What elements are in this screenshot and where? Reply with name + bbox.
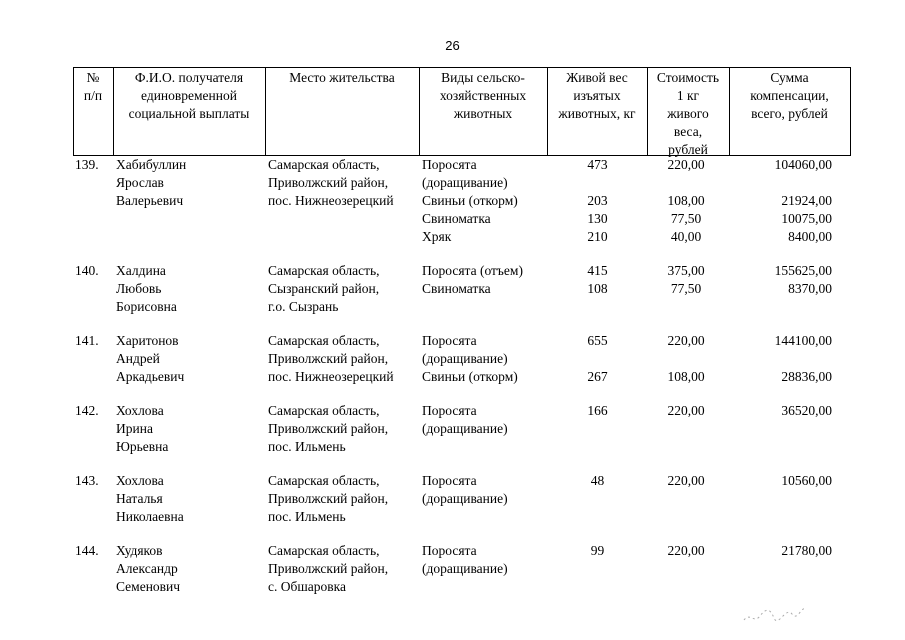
recipient-name: Хохлова Ирина Юрьевна: [116, 403, 169, 454]
recipient-name: Хабибуллин Ярослав Валерьевич: [116, 157, 187, 208]
page-number: 26: [445, 38, 460, 53]
live-weight: 210: [587, 229, 608, 244]
row-number: 144.: [75, 543, 99, 558]
animal-kind: Поросята (отъем): [422, 263, 523, 278]
price-per-kg: 108,00: [667, 369, 705, 384]
header-live-weight: Живой вес изъятых животных, кг: [558, 70, 636, 121]
animal-kind: Свиньи (откорм): [422, 193, 518, 208]
price-per-kg: 108,00: [667, 193, 705, 208]
row-number: 142.: [75, 403, 99, 418]
live-weight: 655: [587, 333, 608, 348]
animal-kind: Хряк: [422, 229, 452, 244]
compensation-sum: 104060,00: [774, 157, 832, 172]
compensation-sum: 21924,00: [781, 193, 832, 208]
recipient-name: Худяков Александр Семенович: [116, 543, 181, 594]
header-price-per-kg: Стоимость 1 кг живого веса, рублей: [656, 70, 720, 157]
animal-kind: Свиньи (откорм): [422, 369, 518, 384]
residence: Самарская область, Приволжский район, пос. Ильмень: [268, 403, 389, 454]
price-per-kg: 77,50: [670, 281, 702, 296]
price-per-kg: 40,00: [670, 229, 702, 244]
animal-kind: Поросята (доращивание): [422, 157, 508, 190]
row-number: 143.: [75, 473, 99, 488]
animal-kind: Поросята (доращивание): [422, 333, 508, 366]
residence: Самарская область, Сызранский район, г.о. Сызрань: [268, 263, 380, 314]
header-animal-kind: Виды сельско- хозяйственных животных: [439, 70, 527, 121]
row-number: 139.: [75, 157, 99, 172]
live-weight: 267: [587, 369, 608, 384]
price-per-kg: 77,50: [670, 211, 702, 226]
compensation-sum: 36520,00: [781, 403, 832, 418]
animal-kind: Свиноматка: [422, 211, 491, 226]
live-weight: 415: [587, 263, 608, 278]
residence: Самарская область, Приволжский район, пос. Ильмень: [268, 473, 389, 524]
live-weight: 48: [590, 473, 605, 488]
compensation-sum: 144100,00: [774, 333, 832, 348]
live-weight: 473: [587, 157, 608, 172]
price-per-kg: 375,00: [667, 263, 705, 278]
price-per-kg: 220,00: [667, 403, 705, 418]
animal-kind: Поросята (доращивание): [422, 403, 508, 436]
header-recipient-name: Ф.И.О. получателя единовременной социальной выплаты: [128, 70, 250, 121]
residence: Самарская область, Приволжский район, пос. Нижнеозерецкий: [268, 333, 394, 384]
table-top-border: [73, 67, 851, 68]
live-weight: 99: [590, 543, 605, 558]
compensation-sum: 155625,00: [774, 263, 832, 278]
price-per-kg: 220,00: [667, 473, 705, 488]
compensation-sum: 10560,00: [781, 473, 832, 488]
compensation-sum: 21780,00: [781, 543, 832, 558]
live-weight: 203: [587, 193, 608, 208]
header-residence: Место жительства: [289, 70, 395, 85]
animal-kind: Поросята (доращивание): [422, 473, 508, 506]
compensation-sum: 28836,00: [781, 369, 832, 384]
scan-mark-icon: [740, 598, 810, 628]
header-num: № п/п: [83, 70, 103, 103]
residence: Самарская область, Приволжский район, пос. Нижнеозерецкий: [268, 157, 394, 208]
recipient-name: Халдина Любовь Борисовна: [116, 263, 177, 314]
row-number: 141.: [75, 333, 99, 348]
price-per-kg: 220,00: [667, 543, 705, 558]
price-per-kg: 220,00: [667, 333, 705, 348]
header-total-compensation: Сумма компенсации, всего, рублей: [750, 70, 829, 121]
animal-kind: Свиноматка: [422, 281, 491, 296]
row-number: 140.: [75, 263, 99, 278]
live-weight: 108: [587, 281, 608, 296]
price-per-kg: 220,00: [667, 157, 705, 172]
compensation-sum: 8370,00: [788, 281, 832, 296]
live-weight: 130: [587, 211, 608, 226]
recipient-name: Харитонов Андрей Аркадьевич: [116, 333, 185, 384]
compensation-sum: 10075,00: [781, 211, 832, 226]
recipient-name: Хохлова Наталья Николаевна: [116, 473, 184, 524]
live-weight: 166: [587, 403, 608, 418]
residence: Самарская область, Приволжский район, с. Обшаровка: [268, 543, 389, 594]
animal-kind: Поросята (доращивание): [422, 543, 508, 576]
compensation-sum: 8400,00: [788, 229, 832, 244]
col-border: [850, 67, 851, 155]
